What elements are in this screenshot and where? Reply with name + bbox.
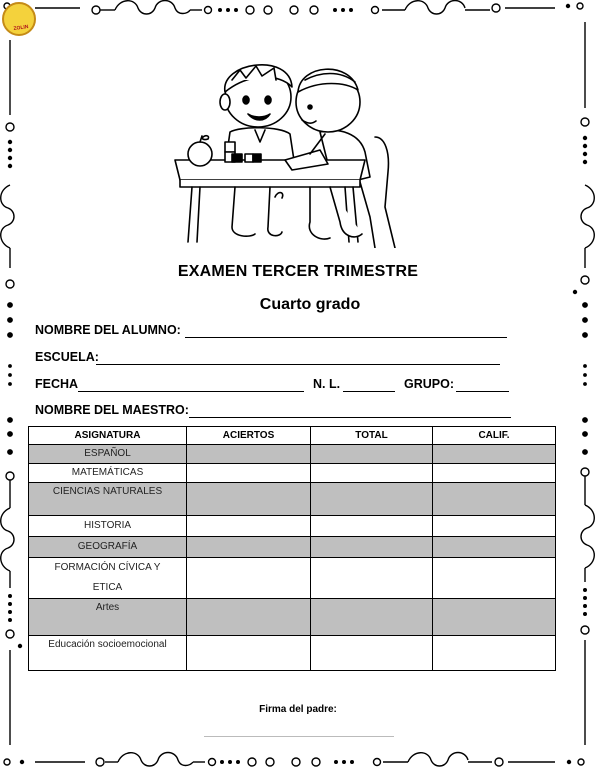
header-total: TOTAL	[311, 427, 433, 445]
correct-cell[interactable]	[187, 599, 311, 636]
teacher-name-line[interactable]	[189, 417, 511, 418]
total-cell[interactable]	[311, 464, 433, 483]
table-row	[29, 636, 556, 671]
grade-cell[interactable]	[433, 537, 556, 558]
school-label: ESCUELA:	[35, 350, 99, 364]
total-cell[interactable]	[311, 599, 433, 636]
group-line[interactable]	[456, 391, 509, 392]
correct-cell[interactable]	[187, 464, 311, 483]
total-cell[interactable]	[311, 445, 433, 464]
correct-cell[interactable]	[187, 516, 311, 537]
total-cell[interactable]	[311, 516, 433, 537]
list-number-line[interactable]	[343, 391, 395, 392]
correct-cell[interactable]	[187, 636, 311, 671]
grade-cell[interactable]	[433, 558, 556, 599]
parent-signature-line[interactable]	[204, 736, 394, 737]
total-cell[interactable]	[311, 558, 433, 599]
table-row	[29, 445, 556, 464]
correct-cell[interactable]	[187, 483, 311, 516]
group-label: GRUPO:	[404, 377, 454, 391]
subject-cell: MATEMÁTICAS	[29, 464, 187, 483]
date-line[interactable]	[78, 391, 304, 392]
grade-cell[interactable]	[433, 464, 556, 483]
header-correct: ACIERTOS	[187, 427, 311, 445]
list-number-label: N. L.	[313, 377, 341, 391]
header-subject: ASIGNATURA	[29, 427, 187, 445]
subject-cell: Artes	[29, 599, 187, 636]
grades-table	[28, 426, 556, 671]
table-row	[29, 537, 556, 558]
exam-title: EXAMEN TERCER TRIMESTRE	[177, 263, 419, 280]
table-row	[29, 483, 556, 516]
subject-cell: Educación socioemocional	[29, 636, 187, 671]
school-line[interactable]	[96, 364, 500, 365]
table-row	[29, 464, 556, 483]
student-name-line[interactable]	[185, 337, 507, 338]
school-logo	[2, 2, 36, 36]
teacher-name-label: NOMBRE DEL MAESTRO:	[35, 403, 189, 417]
total-cell[interactable]	[311, 483, 433, 516]
table-row	[29, 558, 556, 599]
logo-text: ZOLIN	[13, 23, 29, 33]
grade-subtitle: Cuarto grado	[259, 296, 361, 313]
total-cell[interactable]	[311, 537, 433, 558]
student-name-label: NOMBRE DEL ALUMNO:	[35, 323, 181, 337]
grade-cell[interactable]	[433, 445, 556, 464]
correct-cell[interactable]	[187, 537, 311, 558]
parent-signature-label: Firma del padre:	[259, 704, 337, 715]
grade-cell[interactable]	[433, 636, 556, 671]
total-cell[interactable]	[311, 636, 433, 671]
subject-cell: CIENCIAS NATURALES	[29, 483, 187, 516]
grade-cell[interactable]	[433, 599, 556, 636]
grade-cell[interactable]	[433, 516, 556, 537]
grade-cell[interactable]	[433, 483, 556, 516]
correct-cell[interactable]	[187, 445, 311, 464]
students-at-desk-illustration	[170, 42, 430, 248]
subject-cell: HISTORIA	[29, 516, 187, 537]
table-row	[29, 516, 556, 537]
correct-cell[interactable]	[187, 558, 311, 599]
table-header-row	[29, 427, 556, 445]
subject-cell: FORMACIÓN CÍVICA Y ETICA	[29, 558, 187, 599]
header-grade: CALIF.	[433, 427, 556, 445]
subject-cell: GEOGRAFÍA	[29, 537, 187, 558]
table-row	[29, 599, 556, 636]
subject-cell: ESPAÑOL	[29, 445, 187, 464]
date-label: FECHA	[35, 377, 79, 391]
